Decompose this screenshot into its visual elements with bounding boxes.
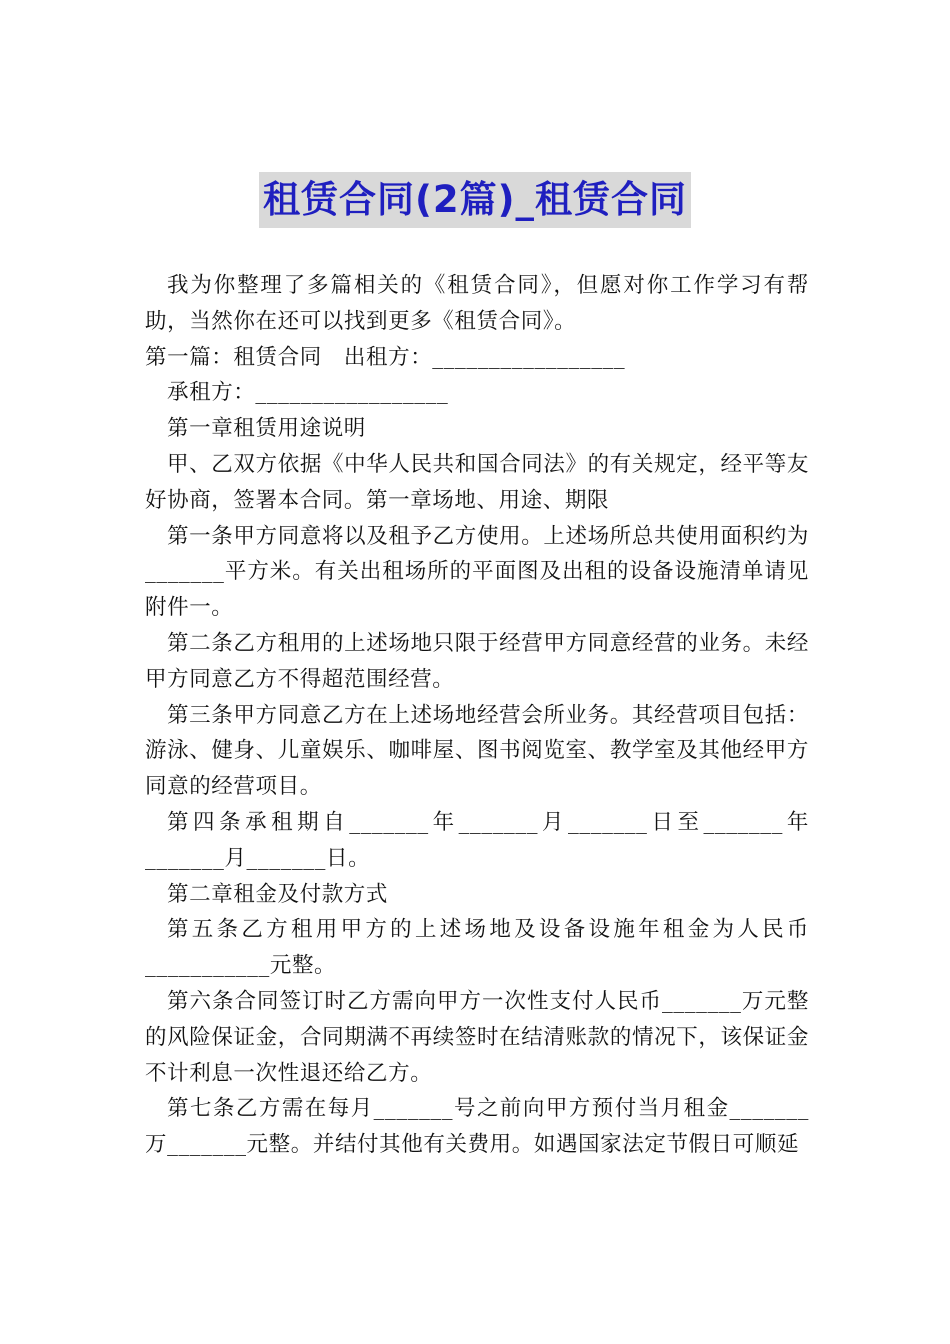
paragraph-basis: 甲、乙双方依据《中华人民共和国合同法》的有关规定，经平等友好协商，签署本合同。第一章场地、用途、期限 [145,451,809,513]
chapter-heading-2: 第二章租金及付款方式 [167,881,389,907]
article-7: 第七条乙方需在每月_______号之前向甲方预付当月租金_______万_______元整。并结付其他有关费用。如遇国家法定节假日可顺延 [145,1096,809,1158]
article-3: 第三条甲方同意乙方在上述场地经营会所业务。其经营项目包括：游泳、健身、儿童娱乐、咖啡屋、图书阅览室、教学室及其他经甲方同意的经营项目。 [145,702,809,800]
paragraph-lessor: 第一篇：租赁合同 出租方：_________________ [145,344,626,370]
title-wrap [0,172,950,228]
article-6: 第六条合同签订时乙方需向甲方一次性支付人民币_______万元整的风险保证金，合同期满不再续签时在结清账款的情况下，该保证金不计利息一次性退还给乙方。 [145,988,809,1086]
article-2: 第二条乙方租用的上述场地只限于经营甲方同意经营的业务。未经甲方同意乙方不得超范围经营。 [145,630,809,692]
article-1: 第一条甲方同意将以及租予乙方使用。上述场所总共使用面积约为_______平方米。有关出租场所的平面图及出租的设备设施清单请见附件一。 [145,523,809,621]
document-body [145,268,809,1163]
chapter-heading-1: 第一章租赁用途说明 [167,416,366,442]
article-4: 第四条承租期自_______年_______月_______日至_______年_______月_______日。 [145,809,809,871]
paragraph-lessee: 承租方：_________________ [167,380,449,406]
document-title: 租赁合同(2篇)_租赁合同 [259,172,691,228]
paragraph-intro: 我为你整理了多篇相关的《租赁合同》，但愿对你工作学习有帮助，当然你在还可以找到更多《租赁合同》。 [145,273,809,334]
article-5: 第五条乙方租用甲方的上述场地及设备设施年租金为人民币___________元整。 [145,917,809,979]
